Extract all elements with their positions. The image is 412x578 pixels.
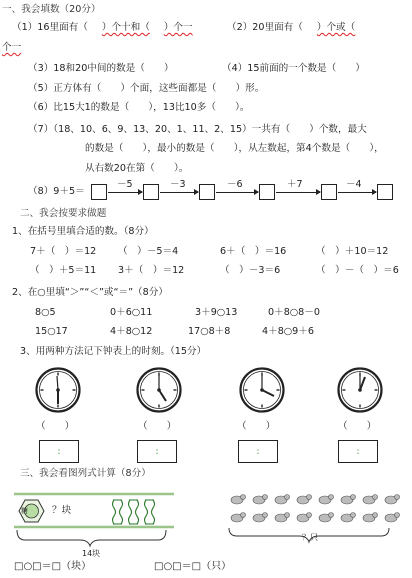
q1-part-b: ）个十和（: [101, 22, 150, 33]
clock-face-2: [136, 367, 182, 413]
q8-start: （8）9＋5＝: [28, 186, 85, 197]
sub3-title: 3、用两种方法记下钟表上的时刻。（15分）: [20, 346, 207, 357]
digital-colon: :: [356, 446, 360, 457]
chain-box-0[interactable]: [91, 184, 107, 200]
cmp-6: 4＋8○12: [110, 326, 153, 337]
cmp-5: 15○17: [35, 326, 68, 337]
digital-colon: :: [256, 446, 260, 457]
digital-box-2[interactable]: [137, 440, 177, 463]
fill-8: （ ）－（ ）＝6: [316, 265, 399, 276]
digital-box-3[interactable]: [238, 440, 278, 463]
clock-face-3: [239, 367, 285, 413]
cmp-8: 4＋8○9＋6: [262, 326, 314, 337]
fill-1: 7＋（ ）＝12: [30, 246, 97, 257]
chain-arrow-4: [276, 192, 320, 193]
clock-face-4: [337, 367, 383, 413]
q5: （5）正方体有（ ）个面，这些面都是（ ）形。: [28, 83, 265, 94]
clock-paren-4[interactable]: （ ）: [338, 421, 377, 432]
q6: （6）比15大1的数是（ ），13比10多（ ）。: [28, 102, 250, 113]
chain-op-2: －3: [170, 179, 186, 190]
section-1-title: 一、我会填数（20分）: [2, 4, 101, 15]
fill-3: 6＋（ ）＝16: [220, 246, 287, 257]
clock-paren-2[interactable]: （ ）: [138, 421, 177, 432]
cmp-7: 17○8＋8: [188, 326, 231, 337]
fill-4: （ ）＋10＝12: [316, 246, 389, 257]
chain-box-2[interactable]: [199, 184, 215, 200]
total-brace: [17, 530, 166, 546]
candy-icons: [113, 500, 155, 524]
sub2-title: 2、在○里填“＞”“＜”或“＝”（8分）: [12, 287, 168, 298]
section-2-title: 二、我会按要求做题: [20, 208, 107, 219]
q2-part-c: 个一: [2, 42, 22, 53]
fill-7: （ ）－3＝6: [220, 265, 281, 276]
chain-box-3[interactable]: [259, 184, 275, 200]
section-3-title: 三、我会看图列式计算（8分）: [20, 468, 151, 479]
chain-arrow-1: [108, 192, 142, 193]
total-left: 14块: [82, 549, 101, 558]
chain-arrow-2: [160, 192, 198, 193]
candy-label: 糖: [21, 507, 28, 515]
question-left: ？块: [52, 505, 72, 516]
q7-line-3: 从右数20在第（ ）。: [85, 163, 189, 174]
q1: [12, 22, 193, 34]
chain-box-4[interactable]: [321, 184, 337, 200]
q2-part-b: ）个或（: [316, 22, 356, 33]
clock-paren-1[interactable]: （ ）: [36, 421, 75, 432]
chain-op-4: ＋7: [287, 179, 303, 190]
fill-2: （ ）－5＝4: [118, 246, 179, 257]
cmp-1: 8○5: [35, 307, 56, 318]
q1-part-a: （1）16里面有（: [12, 22, 88, 33]
q4: （4）15前面的一个数是（ ）: [222, 63, 366, 74]
q2-part-a: （2）20里面有（: [227, 22, 303, 33]
chain-arrow-5: [338, 192, 376, 193]
chain-box-1[interactable]: [143, 184, 159, 200]
chain-op-5: －4: [346, 179, 362, 190]
equation-right[interactable]: □○□＝□（只）: [154, 561, 232, 572]
question-right: ？只: [302, 533, 318, 542]
clock-face-1: [35, 367, 81, 413]
clock-paren-3[interactable]: （ ）: [237, 421, 276, 432]
sub1-title: 1、在括号里填合适的数。（8分）: [12, 226, 154, 237]
digital-box-4[interactable]: [338, 440, 378, 463]
digital-colon: :: [155, 446, 159, 457]
chain-arrow-3: [216, 192, 258, 193]
cmp-3: 3＋9○13: [195, 307, 238, 318]
q7-line-1: （7）（18、10、6、9、13、20、1、11、2、15）一共有（ ）个数，最大: [28, 124, 367, 135]
q7-line-2: 的数是（ ），最小的数是（ ），从左数起，第4个数是（ ），: [85, 143, 384, 154]
chain-op-1: －5: [117, 179, 133, 190]
q3: （3）18和20中间的数是（ ）: [28, 63, 174, 74]
fill-6: 3＋（ ）＝12: [118, 265, 185, 276]
q2: [227, 22, 355, 34]
q1-part-c: ）个一: [163, 22, 193, 33]
cmp-4: 0＋8○8－0: [268, 307, 320, 318]
chain-box-5[interactable]: [377, 184, 393, 200]
cmp-2: 0＋6○11: [110, 307, 153, 318]
fill-5: （ ）＋5＝11: [30, 265, 97, 276]
digital-box-1[interactable]: [39, 440, 79, 463]
bird-icons: [231, 495, 400, 523]
chain-op-3: －6: [227, 179, 243, 190]
equation-left[interactable]: □○□＝□（块）: [14, 561, 92, 572]
digital-colon: :: [57, 446, 61, 457]
